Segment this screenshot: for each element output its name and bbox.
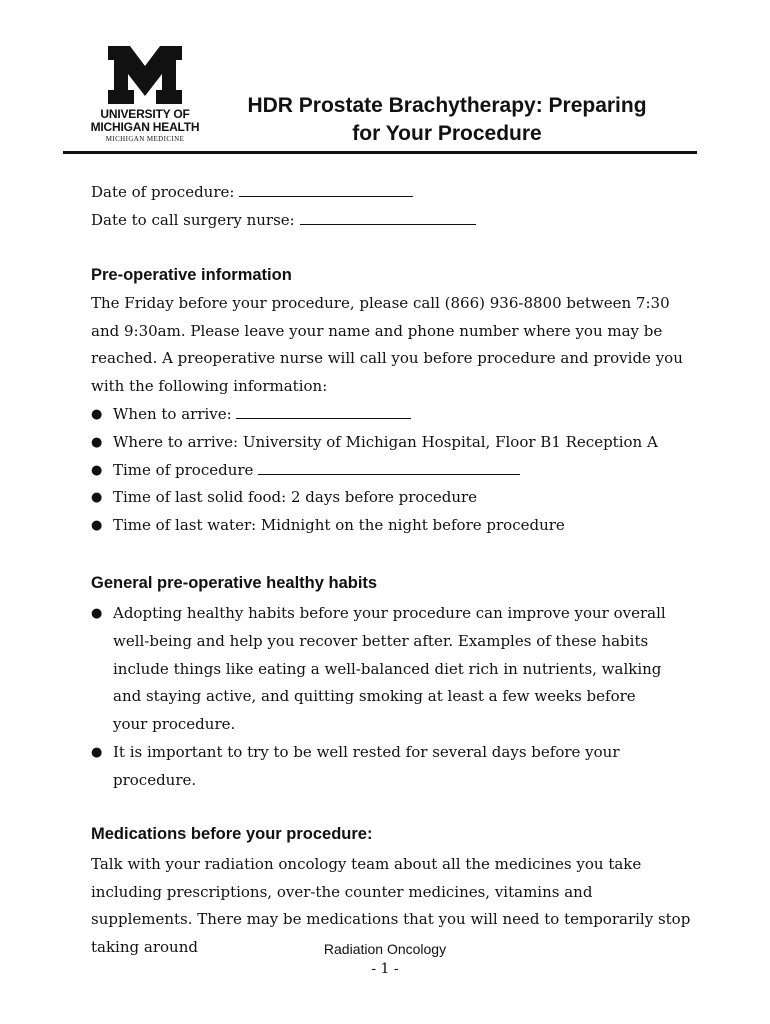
list-item [91,457,691,485]
bullet-icon: ● [91,434,103,450]
when-to-arrive-blank [236,403,411,419]
header-divider [63,151,697,154]
bullet-icon: ● [91,606,103,621]
bullet-water-text: Time of last water: Midnight on the night before procedure [113,516,565,535]
page-title [222,92,672,148]
logo-text-line2: MICHIGAN HEALTH [90,120,200,134]
date-to-call-label: Date to call surgery nurse: [91,211,295,229]
habits-bullet2-text: It is important to try to be well rested for several days before your procedure. [113,742,620,789]
preop-heading: Pre-operative information [91,266,292,284]
list-item [91,512,691,540]
habits-bullet1-text: Adopting healthy habits before your procedure can improve your overall well-being and help you recover better after. Examples of these habits include things like eating a well-balanced diet rich in nutrients, walking and staying active, and quitting smoking at least a few weeks before your procedure. [113,604,666,734]
list-item [91,429,691,457]
list-item [91,484,691,512]
medications-paragraph: Talk with your radiation oncology team about all the medicines you take including prescriptions, over-the counter medicines, vitamins and supplements. There may be medications that you will need to temporarily stop taking around [91,855,691,956]
preop-paragraph: The Friday before your procedure, please call (866) 936-8800 between 7:30 and 9:30am. Please leave your name and phone number where you may be reached. A preoperative nurse will call you before procedure and provide you with the following information: [91,294,683,395]
date-of-procedure-blank [239,181,413,197]
list-item [91,600,671,739]
bullet-icon: ● [91,407,103,422]
bullet-icon: ● [91,462,103,478]
bullet-food-text: Time of last solid food: 2 days before procedure [113,488,478,507]
preop-bullet-list [91,401,691,540]
bullet-where-text: Where to arrive: University of Michigan Hospital, Floor B1 Reception A [113,432,658,451]
bullet-when-text: When to arrive: [113,405,232,423]
bullet-time-text: Time of procedure [113,460,254,479]
habits-bullet-list [91,600,671,795]
date-of-procedure-label: Date of procedure: [91,183,235,201]
date-to-call-row [91,209,476,230]
bullet-icon: ● [91,518,103,534]
footer-department: Radiation Oncology [323,941,447,957]
medications-heading: Medications before your procedure: [91,825,373,843]
bullet-icon: ● [91,490,103,506]
block-m-icon [108,46,182,104]
page-number: - 1 - [371,961,399,977]
list-item [91,739,671,795]
bullet-icon: ● [91,744,103,760]
university-logo [86,46,204,146]
logo-text-line3: MICHIGAN MEDICINE [105,135,185,143]
logo-text-line1: UNIVERSITY OF [100,107,190,121]
list-item [91,401,691,429]
time-of-procedure-blank [258,459,520,475]
habits-heading: General pre-operative healthy habits [91,574,378,592]
date-to-call-blank [300,209,476,225]
title-line2: for Your Procedure [352,122,542,145]
date-of-procedure-row [91,181,413,202]
title-line1: HDR Prostate Brachytherapy: Preparing [247,94,647,117]
